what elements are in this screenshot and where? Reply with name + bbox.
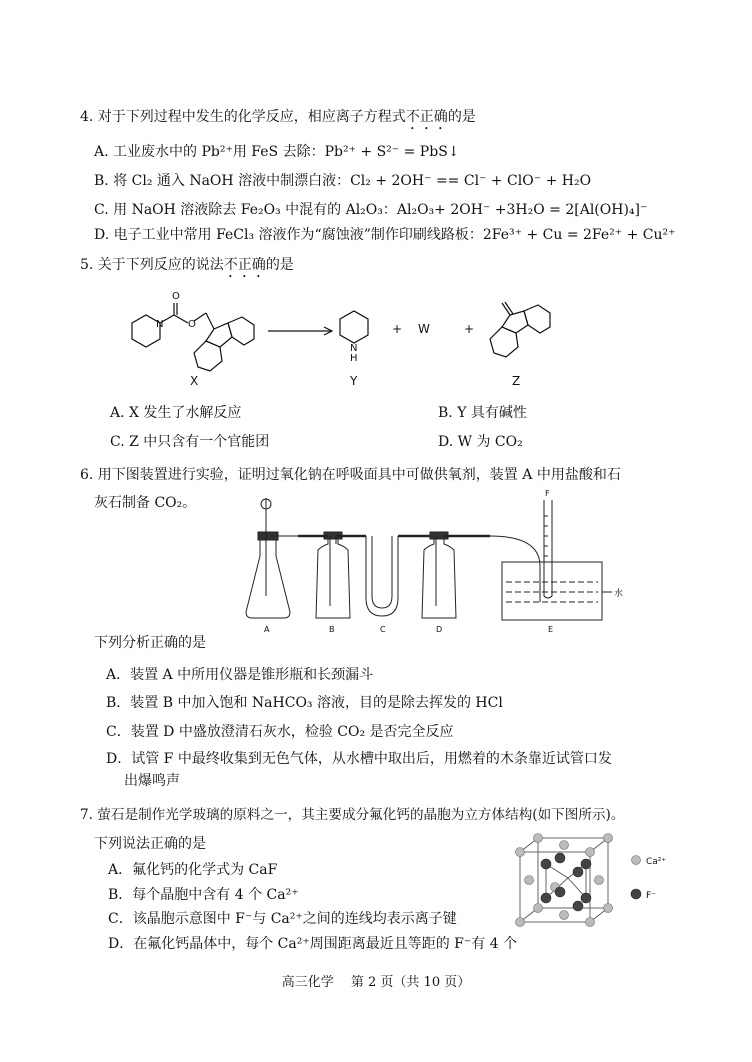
z-benzene-2 [490,327,518,357]
q7-prompt: 下列说法正确的是 [94,836,206,852]
q6-option-a: A．装置 A 中所用仪器是锥形瓶和长颈漏斗 [106,667,374,683]
carbamate-nitrogen: N [156,319,164,330]
apparatus-label-d: D [436,625,443,634]
apparatus-label-a: A [264,625,270,634]
q7-stem: 7. 萤石是制作光学玻璃的原料之一，其主要成分氟化钙的晶胞为立方体结构(如下图所示)。 [80,807,625,823]
q7-option-a: A．氟化钙的化学式为 CaF [108,862,278,878]
emphasis-not-correct: 不正确 [223,257,266,273]
plus-sign-1: + [392,322,403,336]
q7-option-d: D．在氟化钙晶体中，每个 Ca²⁺周围距离最近且等距的 F⁻有 4 个 [108,936,518,952]
plus-sign-2: + [464,322,475,336]
x-fluorene-benzene-2 [194,341,222,371]
q6-prompt: 下列分析正确的是 [94,635,206,651]
q4-stem: 4. 对于下列过程中发生的化学反应，相应离子方程式不正确的是 [80,109,476,125]
z-benzene-1 [524,305,550,333]
ester-oxygen: O [188,319,196,330]
bottle-d [422,538,456,618]
q6-stem-line-1: 6. 用下图装置进行实验，证明过氧化钠在呼吸面具中可做供氧剂，装置 A 中用盐酸和石 [80,467,621,483]
q4-option-b: B. 将 Cl₂ 通入 NaOH 溶液中制漂白液：Cl₂ + 2OH⁻ == Cl⁻ + ClO⁻ + H₂O [94,173,592,189]
q7-option-b: B．每个晶胞中含有 4 个 Ca²⁺ [108,887,299,903]
q6-option-d: D．试管 F 中最终收集到无色气体，从水槽中取出后，用燃着的木条靠近试管口发 [106,751,612,767]
water-label: 水 [614,589,624,599]
product-w: W [418,322,430,336]
u-tube-c [366,536,398,616]
flask-a [246,540,290,618]
y-piperidine-ring [340,311,368,343]
bottle-b [316,538,350,618]
apparatus-diagram [240,486,624,640]
apparatus-label-c: C [380,625,386,634]
fluorite-unit-cell [508,832,688,932]
q4-option-d: D. 电子工业中常用 FeCl₃ 溶液作为“腐蚀液”制作印刷线路板：2Fe³⁺ + Cu = 2Fe²⁺ + Cu²⁺ [94,227,676,243]
q7-option-c: C．该晶胞示意图中 F⁻与 Ca²⁺之间的连线均表示离子键 [108,911,457,927]
amine-nitrogen: N [350,343,358,354]
legend-f-marker [631,889,641,899]
q5-option-a: A. X 发生了水解反应 [110,405,242,421]
test-tube-f [544,500,552,598]
label-x: X [190,374,199,388]
z-five-ring [502,311,528,333]
legend-f-label: F⁻ [646,891,656,901]
q6-option-c: C．装置 D 中盛放澄清石灰水，检验 CO₂ 是否完全反应 [106,724,454,740]
legend-ca-label: Ca²⁺ [646,857,667,867]
q6-option-b: B．装置 B 中加入饱和 NaHCO₃ 溶液，目的是除去挥发的 HCl [106,695,503,711]
q5-option-c: C. Z 中只含有一个官能团 [110,434,270,450]
q6-stem-line-2: 灰石制备 CO₂。 [94,495,197,511]
amine-hydrogen: H [350,353,358,364]
page-footer: 高三化学 第 2 页（共 10 页） [281,975,471,990]
x-fluorene-five-ring [206,323,232,347]
q4-option-a: A. 工业废水中的 Pb²⁺用 FeS 去除：Pb²⁺ + S²⁻ = PbS↓ [94,144,460,160]
apparatus-label-e: E [548,625,554,634]
q4-option-c: C. 用 NaOH 溶液除去 Fe₂O₃ 中混有的 Al₂O₃：Al₂O₃+ 2OH⁻ +3H₂O = 2[Al(OH)₄]⁻ [94,202,648,218]
label-y: Y [350,374,358,388]
q6-option-d-continued: 出爆鸣声 [124,773,180,789]
apparatus-label-b: B [329,625,335,634]
carbonyl-oxygen: O [172,291,180,302]
q5-stem: 5. 关于下列反应的说法不正确的是 [80,257,294,273]
q5-option-b: B. Y 具有碱性 [438,405,527,421]
q5-option-d: D. W 为 CO₂ [438,434,523,450]
label-z: Z [512,374,521,388]
apparatus-label-f: F [545,489,550,498]
reaction-scheme [110,285,570,395]
emphasis-not-correct: 不正确 [405,109,448,125]
x-fluorene-benzene-1 [228,317,254,345]
legend-ca-marker [632,856,641,865]
